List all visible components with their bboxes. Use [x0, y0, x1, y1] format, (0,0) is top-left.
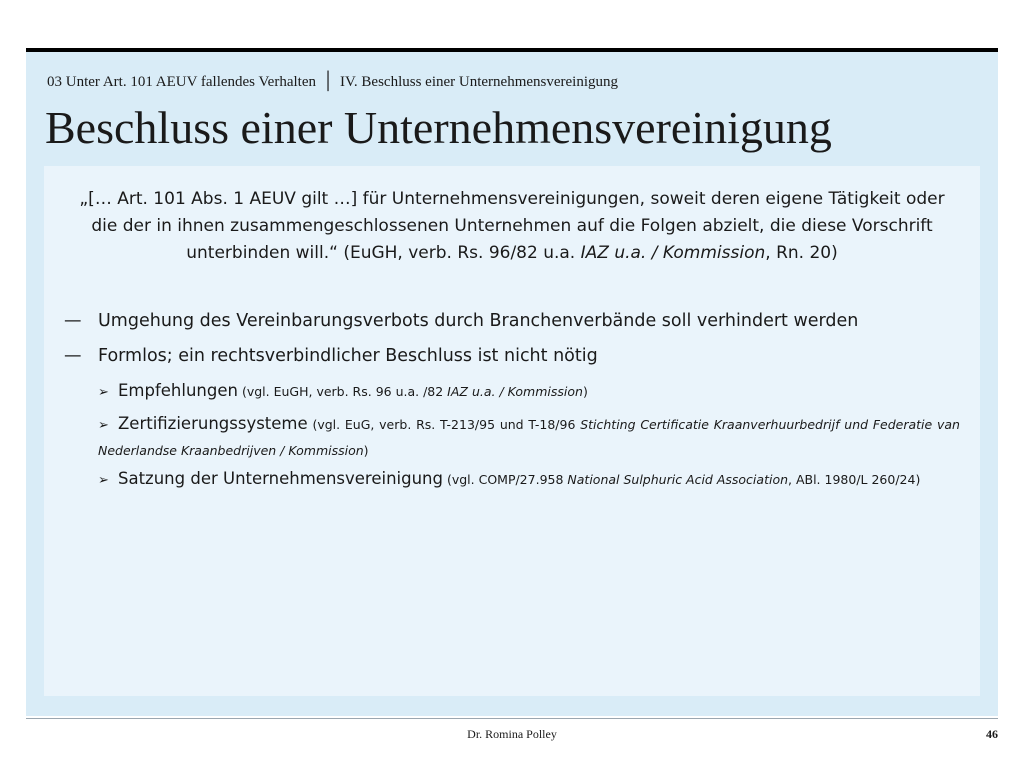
- subpoint-reference: (vgl. EuG, verb. Rs. T-213/95 und T-18/96: [307, 417, 581, 432]
- subpoint-item: [98, 412, 960, 463]
- breadcrumb-section: 03 Unter Art. 101 AEUV fallendes Verhalten: [47, 74, 316, 90]
- subpoint-case-name: National Sulphuric Acid Association: [567, 472, 789, 487]
- subpoint-item: [98, 379, 960, 405]
- breadcrumb-subsection: IV. Beschluss einer Unternehmensvereinigung: [340, 74, 619, 90]
- arrow-bullet-icon: ➢: [98, 473, 109, 488]
- subpoint-reference: (vgl. EuGH, verb. Rs. 96 u.a. /82: [237, 384, 448, 399]
- point-text: Umgehung des Vereinbarungsverbots durch Branchenverbände soll verhindert werden: [98, 311, 859, 331]
- page-title: Beschluss einer Unternehmensvereinigung: [45, 102, 832, 153]
- subpoint-item: [98, 467, 960, 493]
- breadcrumb: [47, 71, 618, 91]
- subpoint-reference-end: ): [582, 384, 588, 399]
- point-text: Formlos; ein rechtsverbindlicher Beschluss ist nicht nötig: [98, 346, 598, 366]
- footer-author: Dr. Romina Polley: [467, 727, 557, 741]
- arrow-bullet-icon: ➢: [98, 418, 109, 433]
- point-item: [64, 311, 858, 331]
- footer-divider: [26, 718, 998, 719]
- subpoint-title: Satzung der Unternehmensvereinigung: [118, 469, 443, 488]
- dash-bullet: —: [64, 311, 82, 331]
- subpoint-case-name: Stichting Certificatie Kraanverhuurbedrijf und Federatie van Nederlandse Kraanbedrijven / Kommission: [98, 417, 960, 458]
- breadcrumb-separator: │: [321, 71, 335, 90]
- subpoint-title: Empfehlungen: [118, 381, 238, 400]
- quote-citation-end: , Rn. 20): [765, 243, 838, 263]
- page-number: 46: [986, 727, 998, 741]
- quote-case-name: IAZ u.a. / Kommission: [580, 243, 766, 263]
- subpoint-case-name: IAZ u.a. / Kommission: [447, 384, 583, 399]
- subpoint-reference: (vgl. COMP/27.958: [442, 472, 568, 487]
- subpoint-title: Zertifizierungssysteme: [118, 414, 308, 433]
- quote-text: „[… Art. 101 Abs. 1 AEUV gilt …] für Unternehmensvereinigungen, soweit deren eigene Tätigkeit oder die der in ihnen zusammengeschlossenen Unternehmen auf die Folgen abzielt, die diese Vorschrift unterbinden will.“ (EuGH, verb. Rs. 96/82 u.a.: [79, 189, 945, 263]
- dash-bullet: —: [64, 346, 82, 366]
- subpoint-reference-end: , ABl. 1980/L 260/24): [788, 472, 921, 487]
- quote-paragraph: [64, 186, 960, 267]
- subpoint-reference-end: ): [363, 443, 369, 458]
- arrow-bullet-icon: ➢: [98, 385, 109, 400]
- point-item: [64, 346, 598, 366]
